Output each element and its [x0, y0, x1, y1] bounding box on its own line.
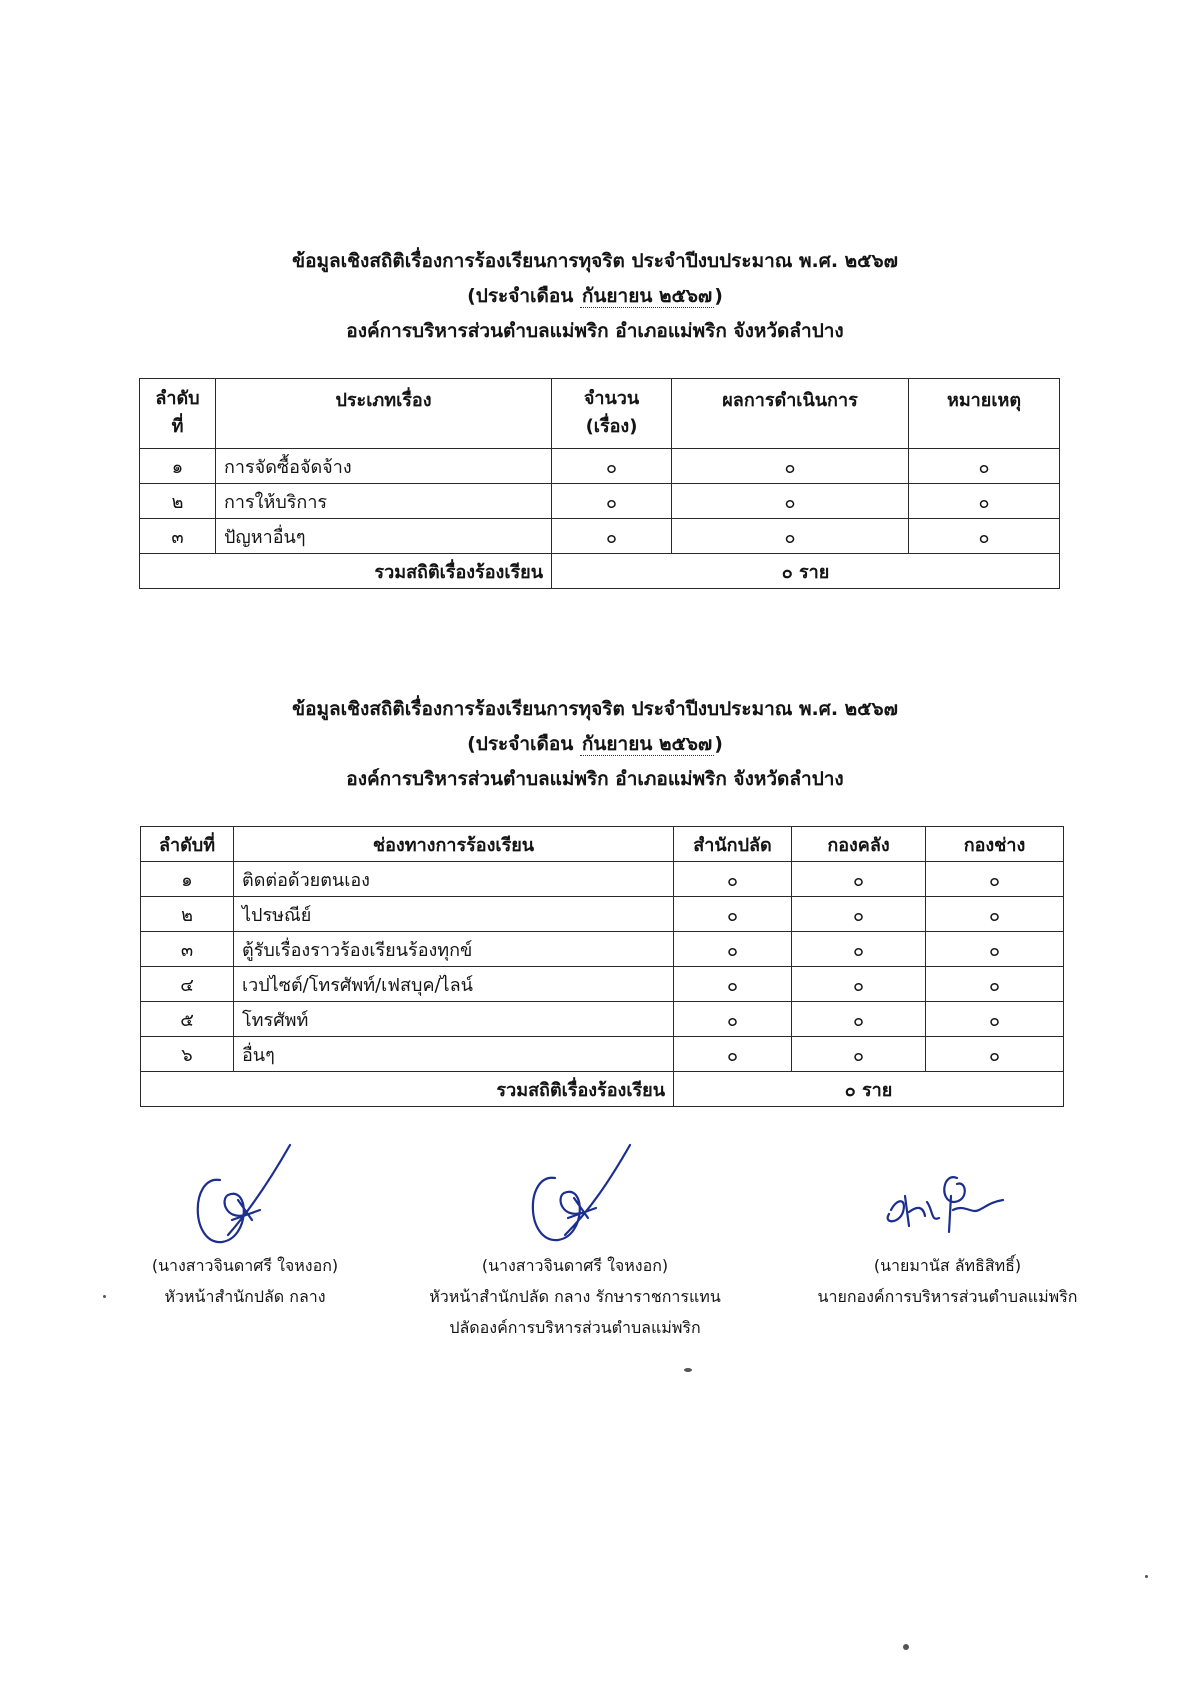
row-finance: ๐ — [792, 1037, 926, 1072]
row-remark: ๐ — [909, 519, 1060, 554]
table-total-row — [140, 554, 1060, 589]
row-finance: ๐ — [792, 1002, 926, 1037]
report2-heading-line1: ข้อมูลเชิงสถิติเรื่องการร้องเรียนการทุจริต ประจำปีงบประมาณ พ.ศ. ๒๕๖๗ — [292, 698, 898, 720]
row-no: ๒ — [141, 897, 234, 932]
table-header-row — [140, 379, 1060, 449]
row-channel: ติดต่อด้วยตนเอง — [234, 862, 674, 897]
signer-2-title-line2: ปลัดองค์การบริหารส่วนตำบลแม่พริก — [449, 1318, 701, 1337]
table-row — [140, 449, 1060, 484]
handwritten-signature-icon — [150, 1140, 340, 1250]
report1-month: กันยายน ๒๕๖๗ — [581, 285, 713, 307]
signer-2-name: (นางสาวจินดาศรี ใจหงอก) — [481, 1256, 669, 1275]
row-finance: ๐ — [792, 862, 926, 897]
row-remark: ๐ — [909, 449, 1060, 484]
table-row — [140, 484, 1060, 519]
scan-speck — [903, 1644, 909, 1650]
report2-heading-line2 — [0, 727, 1190, 762]
report2-heading — [0, 692, 1190, 797]
report2-month: กันยายน ๒๕๖๗ — [581, 733, 713, 755]
signer-2-title-line1: หัวหน้าสำนักปลัด กลาง รักษาราชการแทน — [429, 1287, 721, 1306]
table-row — [141, 897, 1064, 932]
table-row — [141, 967, 1064, 1002]
col-header-engineering: กองช่าง — [926, 827, 1064, 862]
row-count: ๐ — [552, 519, 672, 554]
report1-heading-line2 — [0, 279, 1190, 314]
col-header-count: จำนวน (เรื่อง) — [552, 379, 672, 449]
row-engineering: ๐ — [926, 967, 1064, 1002]
row-finance: ๐ — [792, 897, 926, 932]
row-result: ๐ — [672, 519, 909, 554]
scan-speck — [684, 1368, 692, 1372]
row-no: ๔ — [141, 967, 234, 1002]
total-value: ๐ ราย — [674, 1072, 1064, 1107]
col-header-no: ลำดับที่ — [141, 827, 234, 862]
row-no: ๓ — [141, 932, 234, 967]
signature-block-2 — [415, 1140, 735, 1343]
signer-1-name: (นางสาวจินดาศรี ใจหงอก) — [151, 1256, 339, 1275]
row-result: ๐ — [672, 484, 909, 519]
row-engineering: ๐ — [926, 897, 1064, 932]
complaint-type-table — [139, 378, 1060, 589]
col-header-finance: กองคลัง — [792, 827, 926, 862]
signature-block-1 — [130, 1140, 360, 1312]
row-no: ๑ — [141, 862, 234, 897]
row-channel: ตู้รับเรื่องราวร้องเรียนร้องทุกข์ — [234, 932, 674, 967]
total-value: ๐ ราย — [552, 554, 1060, 589]
total-label: รวมสถิติเรื่องร้องเรียน — [140, 554, 552, 589]
col-header-type: ประเภทเรื่อง — [216, 379, 552, 449]
signature-block-3 — [795, 1140, 1100, 1312]
report1-heading-line1: ข้อมูลเชิงสถิติเรื่องการร้องเรียนการทุจริต ประจำปีงบประมาณ พ.ศ. ๒๕๖๗ — [292, 250, 898, 272]
row-no: ๑ — [140, 449, 216, 484]
row-finance: ๐ — [792, 967, 926, 1002]
row-channel: เวปไซต์/โทรศัพท์/เฟสบุค/ไลน์ — [234, 967, 674, 1002]
report2-month-suffix: ) — [714, 733, 723, 755]
row-count: ๐ — [552, 484, 672, 519]
row-no: ๕ — [141, 1002, 234, 1037]
row-no: ๓ — [140, 519, 216, 554]
complaint-channel-table — [140, 826, 1064, 1107]
row-type: การจัดซื้อจัดจ้าง — [216, 449, 552, 484]
handwritten-signature-icon — [853, 1140, 1043, 1250]
table-total-row — [141, 1072, 1064, 1107]
scan-speck — [1145, 1575, 1148, 1578]
table-row — [141, 862, 1064, 897]
row-no: ๒ — [140, 484, 216, 519]
report1-heading-line3: องค์การบริหารส่วนตำบลแม่พริก อำเภอแม่พริก จังหวัดลำปาง — [346, 320, 844, 342]
col-header-no: ลำดับ ที่ — [140, 379, 216, 449]
handwritten-signature-icon — [480, 1140, 670, 1250]
report2-month-prefix: (ประจำเดือน — [467, 733, 574, 755]
col-header-remark: หมายเหตุ — [909, 379, 1060, 449]
row-finance: ๐ — [792, 932, 926, 967]
row-office: ๐ — [674, 1037, 792, 1072]
row-channel: อื่นๆ — [234, 1037, 674, 1072]
table-row — [141, 1002, 1064, 1037]
row-engineering: ๐ — [926, 1002, 1064, 1037]
table-row — [140, 519, 1060, 554]
row-office: ๐ — [674, 862, 792, 897]
row-channel: โทรศัพท์ — [234, 1002, 674, 1037]
signer-3-name: (นายมานัส ลัทธิสิทธิ์) — [873, 1256, 1022, 1275]
col-header-office: สำนักปลัด — [674, 827, 792, 862]
report1-month-prefix: (ประจำเดือน — [467, 285, 574, 307]
row-type: การให้บริการ — [216, 484, 552, 519]
signer-3-title: นายกองค์การบริหารส่วนตำบลแม่พริก — [817, 1287, 1078, 1306]
row-office: ๐ — [674, 967, 792, 1002]
report2-heading-line3: องค์การบริหารส่วนตำบลแม่พริก อำเภอแม่พริก จังหวัดลำปาง — [346, 768, 844, 790]
report1-month-suffix: ) — [714, 285, 723, 307]
table-header-row — [141, 827, 1064, 862]
row-engineering: ๐ — [926, 932, 1064, 967]
table-row — [141, 932, 1064, 967]
row-engineering: ๐ — [926, 1037, 1064, 1072]
row-engineering: ๐ — [926, 862, 1064, 897]
row-channel: ไปรษณีย์ — [234, 897, 674, 932]
col-header-result: ผลการดำเนินการ — [672, 379, 909, 449]
total-label: รวมสถิติเรื่องร้องเรียน — [141, 1072, 674, 1107]
row-no: ๖ — [141, 1037, 234, 1072]
table-row — [141, 1037, 1064, 1072]
row-office: ๐ — [674, 932, 792, 967]
scan-speck — [103, 1295, 106, 1298]
report1-heading — [0, 244, 1190, 349]
row-count: ๐ — [552, 449, 672, 484]
row-type: ปัญหาอื่นๆ — [216, 519, 552, 554]
row-office: ๐ — [674, 897, 792, 932]
col-header-channel: ช่องทางการร้องเรียน — [234, 827, 674, 862]
row-result: ๐ — [672, 449, 909, 484]
row-office: ๐ — [674, 1002, 792, 1037]
row-remark: ๐ — [909, 484, 1060, 519]
signer-1-title: หัวหน้าสำนักปลัด กลาง — [164, 1287, 326, 1306]
